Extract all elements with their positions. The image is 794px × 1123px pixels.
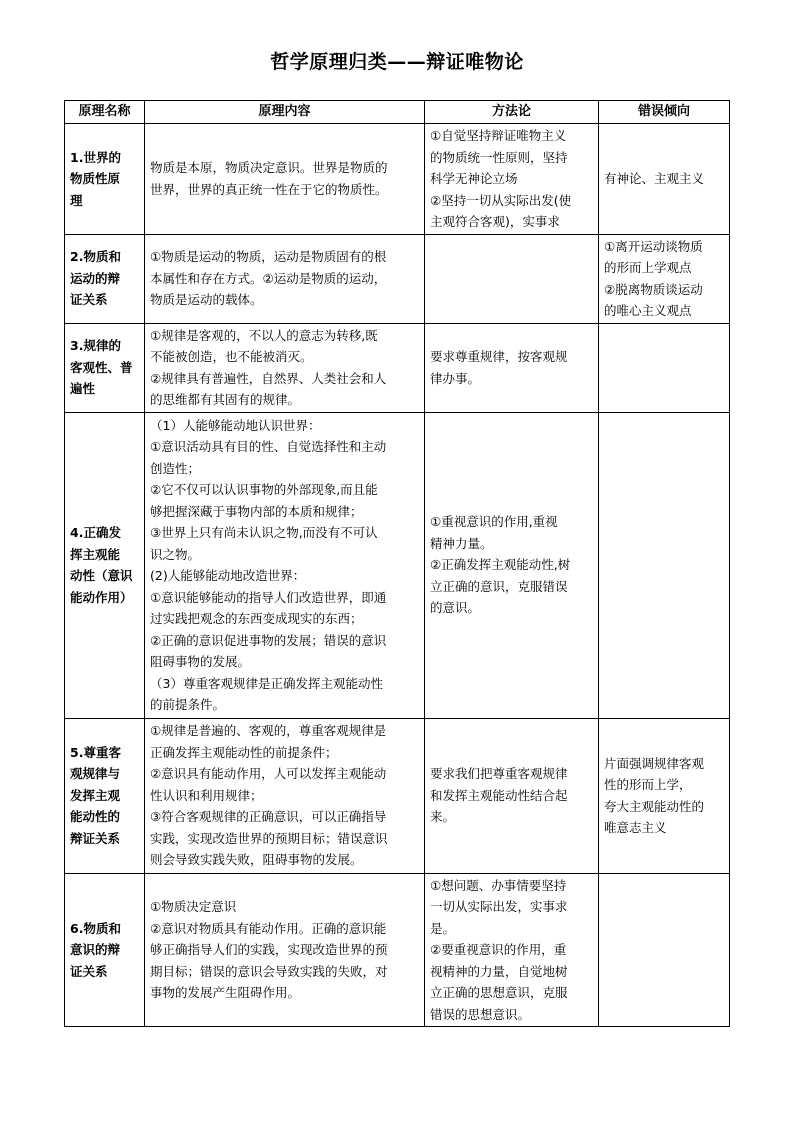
principle-name-cell (65, 323, 145, 412)
cell-text-line: ①规律是普遍的、客观的，尊重客观规律是 (150, 723, 387, 739)
cell-text-line: 运动的辩 (70, 270, 121, 286)
header-methodology: 方法论 (425, 101, 599, 124)
cell-text-line: 片面强调规律客观 (604, 755, 705, 771)
methodology-cell (425, 124, 599, 235)
cell-text-line: ①意识能够能动的指导人们改造世界，即通 (150, 589, 387, 605)
cell-text-line: 夸大主观能动性的 (604, 798, 705, 814)
cell-text-line: 视精神的力量，自觉地树 (430, 963, 568, 979)
cell-text-line: 证关系 (70, 963, 108, 979)
cell-text-line: 意识的辩 (70, 942, 121, 957)
cell-text-line: （3）尊重客观规律是正确发挥主观能动性 (150, 675, 383, 691)
cell-text-line: 期目标；错误的意识会导致实践的失败，对 (150, 963, 388, 979)
cell-text-line: 事物的发展产生阻碍作用。 (150, 985, 301, 1000)
cell-text-line: 科学无神论立场 (430, 171, 518, 186)
principle-content-cell (145, 412, 425, 718)
principle-name-cell (65, 718, 145, 873)
cell-text-line: 识之物。 (150, 546, 201, 562)
cell-text-line: ①意识活动具有目的性、自觉选择性和主动 (150, 439, 387, 454)
cell-text-line: 来。 (430, 809, 456, 825)
cell-text-line: 够把握深藏于事物内部的本质和规律； (150, 503, 363, 519)
principle-name-cell (65, 234, 145, 323)
page-title: 哲学原理归类——辩证唯物论 (270, 51, 524, 73)
error-tendency-cell (599, 412, 730, 718)
cell-text-line: 过实践把观念的东西变成现实的东西； (150, 611, 363, 626)
cell-text-line: 6.物质和 (70, 920, 121, 936)
cell-text-line: 和发挥主观能动性结合起 (430, 787, 568, 803)
cell-text-line: 理 (70, 192, 83, 208)
cell-text-line: ①自觉坚持辩证唯物主义 (430, 128, 567, 143)
cell-text-line: 阻碍事物的发展。 (150, 654, 251, 669)
cell-text-line: 创造性； (150, 460, 201, 476)
cell-text-line: 唯意志主义 (604, 820, 667, 835)
cell-text-line: ②正确发挥主观能动性,树 (430, 557, 571, 573)
error-tendency-cell (599, 234, 730, 323)
cell-text-line: ②意识对物质具有能动作用。正确的意识能 (150, 920, 387, 936)
cell-text-line: 物质是本原，物质决定意识。世界是物质的 (150, 160, 388, 176)
cell-text-line: 立正确的意识，克服错误 (430, 578, 568, 594)
cell-text-line: 是。 (430, 920, 456, 936)
cell-text-line: 性认识和利用规律； (150, 787, 263, 803)
cell-text-line: 遍性 (70, 381, 96, 397)
methodology-cell (425, 412, 599, 718)
principle-name-cell (65, 412, 145, 718)
cell-text-line: 客观性、普 (70, 359, 133, 375)
cell-text-line: ③世界上只有尚未认识之物,而没有不可认 (150, 525, 378, 540)
principles-table (64, 100, 730, 1027)
cell-text-line: ②规律具有普遍性，自然界、人类社会和人 (150, 370, 387, 386)
table-row (65, 323, 730, 412)
cell-text-line: ①规律是客观的，不以人的意志为转移,既 (150, 327, 378, 343)
cell-text-line: ①离开运动谈物质 (604, 238, 703, 254)
table-row (65, 412, 730, 718)
cell-text-line: 世界，世界的真正统一性在于它的物质性。 (150, 181, 388, 197)
cell-text-line: 则会导致实践失败，阻碍事物的发展。 (150, 852, 363, 868)
cell-text-line: 不能被创造，也不能被消灭。 (150, 349, 313, 364)
cell-text-line: ①想问题、办事情要坚持 (430, 877, 567, 893)
principle-content-cell (145, 124, 425, 235)
cell-text-line: 的唯心主义观点 (604, 303, 692, 318)
methodology-cell (425, 718, 599, 873)
cell-text-line: ②要重视意识的作用，重 (430, 942, 567, 957)
cell-text-line: 5.尊重客 (70, 744, 121, 760)
cell-text-line: 本属性和存在方式。②运动是物质的运动， (150, 270, 387, 286)
cell-text-line: 观规律与 (70, 766, 121, 782)
cell-text-line: 的形而上学观点 (604, 260, 692, 275)
cell-text-line: 2.物质和 (70, 249, 121, 265)
cell-text-line: 立正确的思想意识，克服 (430, 985, 568, 1000)
cell-text-line: 能动作用） (70, 589, 133, 605)
cell-text-line: 发挥主观 (70, 787, 121, 803)
table-header-row (65, 101, 730, 124)
header-error-tendency: 错误倾向 (599, 101, 730, 124)
table-row (65, 873, 730, 1027)
methodology-cell (425, 234, 599, 323)
principle-name-cell (65, 873, 145, 1027)
cell-text-line: 1.世界的 (70, 149, 121, 165)
header-principle-name: 原理名称 (65, 101, 145, 124)
cell-text-line: 错误的思想意识。 (430, 1006, 531, 1022)
cell-text-line: 的物质统一性原则，坚持 (430, 149, 568, 165)
cell-text-line: 物质是运动的载体。 (150, 292, 263, 308)
cell-text-line: 动性（意识 (70, 568, 133, 583)
cell-text-line: ②脱离物质谈运动 (604, 281, 703, 297)
cell-text-line: 够正确指导人们的实践，实现改造世界的预 (150, 942, 388, 957)
principle-name-cell (65, 124, 145, 235)
error-tendency-cell (599, 873, 730, 1027)
table-row (65, 234, 730, 323)
cell-text-line: 的思维都有其固有的规律。 (150, 392, 301, 407)
table-row (65, 124, 730, 235)
cell-text-line: 证关系 (70, 292, 108, 308)
cell-text-line: 律办事。 (430, 370, 481, 386)
error-tendency-cell (599, 124, 730, 235)
cell-text-line: ②坚持一切从实际出发(使 (430, 192, 572, 208)
cell-text-line: 性的形而上学， (604, 777, 692, 792)
cell-text-line: ②它不仅可以认识事物的外部现象,而且能 (150, 482, 378, 497)
error-tendency-cell (599, 718, 730, 873)
cell-text-line: ②正确的意识促进事物的发展；错误的意识 (150, 632, 387, 648)
principle-content-cell (145, 718, 425, 873)
cell-text-line: 物质性原 (70, 171, 121, 186)
cell-text-line: 要求我们把尊重客观规律 (430, 766, 568, 782)
cell-text-line: 正确发挥主观能动性的前提条件； (150, 744, 338, 760)
methodology-cell (425, 873, 599, 1027)
cell-text-line: 精神力量。 (430, 535, 493, 551)
principle-content-cell (145, 323, 425, 412)
cell-text-line: 实践，实现改造世界的预期目标；错误意识 (150, 830, 388, 846)
error-tendency-cell (599, 323, 730, 412)
cell-text-line: 4.正确发 (70, 525, 121, 540)
cell-text-line: 辩证关系 (70, 830, 121, 846)
cell-text-line: 挥主观能 (70, 546, 121, 562)
header-principle-content: 原理内容 (145, 101, 425, 124)
cell-text-line: 3.规律的 (70, 338, 121, 354)
cell-text-line: ③符合客观规律的正确意识，可以正确指导 (150, 809, 387, 825)
cell-text-line: 有神论、主观主义 (604, 171, 705, 186)
principle-content-cell (145, 234, 425, 323)
cell-text-line: 要求尊重规律，按客观规 (430, 349, 568, 364)
cell-text-line: ①重视意识的作用,重视 (430, 514, 558, 530)
cell-text-line: 主观符合客观)，实事求 (430, 214, 560, 229)
principle-content-cell (145, 873, 425, 1027)
cell-text-line: （1）人能够能动地认识世界： (150, 417, 321, 433)
cell-text-line: (2)人能够能动地改造世界： (150, 568, 306, 583)
cell-text-line: 的前提条件。 (150, 697, 226, 712)
cell-text-line: ①物质决定意识 (150, 899, 237, 914)
cell-text-line: ①物质是运动的物质，运动是物质固有的根 (150, 249, 387, 265)
methodology-cell (425, 323, 599, 412)
cell-text-line: 的意识。 (430, 600, 481, 616)
table-row (65, 718, 730, 873)
cell-text-line: ②意识具有能动作用，人可以发挥主观能动 (150, 766, 387, 782)
cell-text-line: 一切从实际出发，实事求 (430, 899, 568, 914)
cell-text-line: 能动性的 (70, 809, 121, 825)
